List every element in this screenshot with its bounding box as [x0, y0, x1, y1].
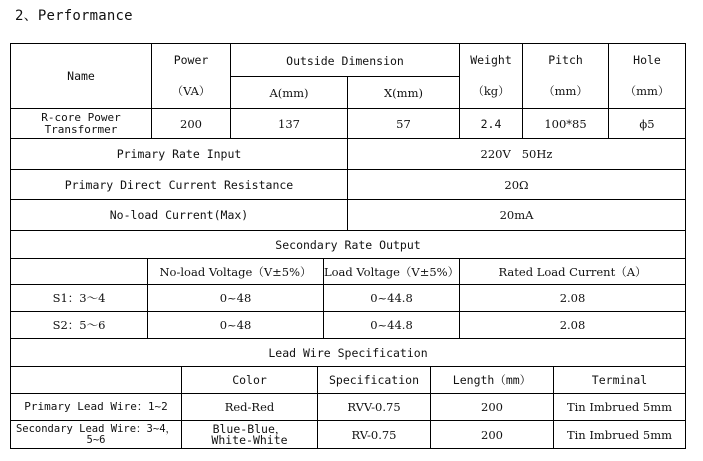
lead-row-terminal: Tin Imbrued 5mm	[566, 400, 673, 414]
lead-row-color: Red-Red	[224, 400, 275, 414]
header-name: Name	[67, 69, 95, 83]
secondary-title: Secondary Rate Output	[275, 237, 421, 252]
section-heading: 2、Performance	[15, 8, 133, 24]
product-power: 200	[180, 116, 202, 131]
header-pitch-unit: （mm）	[543, 84, 588, 98]
secondary-row-name: S1：3～4	[52, 291, 106, 305]
lead-row-terminal: Tin Imbrued 5mm	[566, 428, 673, 442]
header-power-unit: （VA）	[171, 84, 211, 98]
header-outside-dimension: Outside Dimension	[286, 54, 404, 68]
product-dim-x: 57	[396, 116, 411, 131]
lead-row-color: Blue-Blue， White-White	[211, 422, 288, 447]
secondary-row-noload: 0~48	[219, 318, 252, 332]
spec-label: Primary Rate Input	[116, 147, 242, 161]
header-hole-unit: （mm）	[624, 84, 670, 98]
secondary-row-current: 2.08	[559, 291, 586, 305]
header-weight: Weight	[470, 53, 512, 67]
product-hole: ϕ5	[639, 116, 655, 131]
secondary-row-load: 0~44.8	[370, 318, 413, 332]
lead-row-spec: RV-0.75	[351, 428, 397, 442]
spec-value: 20Ω	[504, 177, 529, 192]
lead-row-name: Primary Lead Wire：1~2	[24, 400, 168, 413]
lead-wire-title: Lead Wire Specification	[268, 345, 428, 360]
secondary-row-noload: 0~48	[219, 291, 252, 305]
header-pitch: Pitch	[548, 53, 583, 67]
product-pitch: 100*85	[544, 116, 587, 131]
secondary-row-current: 2.08	[559, 318, 586, 332]
header-weight-unit: （kg）	[472, 84, 510, 98]
lead-row-length: 200	[481, 400, 503, 414]
secondary-header-current: Rated Load Current（A）	[498, 264, 647, 279]
header-dim-x: X(mm)	[384, 85, 423, 100]
secondary-row-load: 0~44.8	[370, 291, 413, 305]
header-power: Power	[173, 53, 209, 67]
lead-row-name: Secondary Lead Wire：3~4， 5~6	[15, 423, 177, 446]
secondary-row-name: S2：5～6	[52, 318, 106, 332]
product-dim-a: 137	[278, 116, 300, 131]
lead-header-terminal: Terminal	[591, 373, 648, 387]
product-name: R-core Power Transformer	[41, 111, 121, 136]
lead-row-spec: RVV-0.75	[347, 400, 401, 414]
lead-header-spec: Specification	[328, 373, 419, 387]
spec-value: 220V 50Hz	[480, 147, 553, 161]
secondary-header-load: Load Voltage（V±5%）	[324, 264, 460, 279]
spec-label: No-load Current(Max)	[109, 208, 249, 222]
header-dim-a: A(mm)	[269, 85, 309, 100]
header-hole: Hole	[633, 53, 661, 67]
product-weight: 2.4	[480, 116, 502, 131]
spec-value: 20mA	[499, 208, 534, 222]
lead-row-length: 200	[481, 428, 503, 442]
lead-header-color: Color	[232, 373, 267, 387]
lead-header-length: Length（mm）	[452, 373, 532, 387]
spec-label: Primary Direct Current Resistance	[64, 177, 294, 192]
secondary-header-noload: No-load Voltage（V±5%）	[159, 264, 312, 279]
